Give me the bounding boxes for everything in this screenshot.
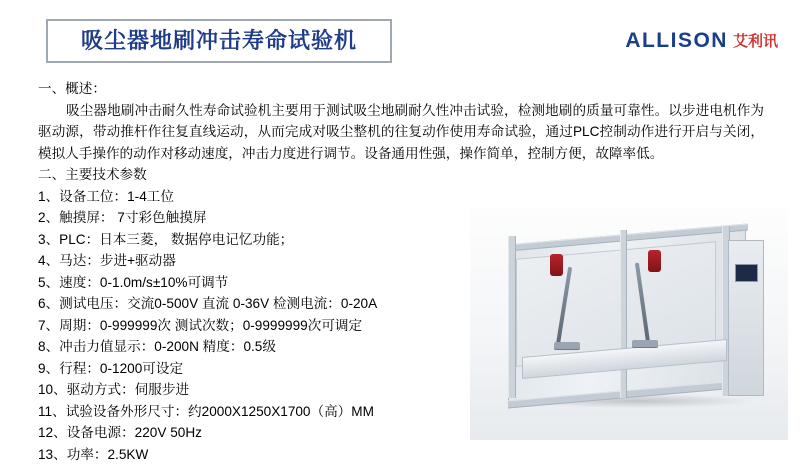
- frame-post-left: [508, 236, 516, 398]
- section-heading-specs: 二、主要技术参数: [38, 164, 768, 186]
- list-item: 13、功率：2.5KW: [38, 444, 508, 465]
- machine-photo: [470, 208, 788, 440]
- vacuum-floor-head-2: [632, 340, 658, 347]
- list-item: 2、触摸屏： 7寸彩色触摸屏: [38, 207, 508, 229]
- list-item: 6、测试电压：交流0-500V 直流 0-36V 检测电流：0-20A: [38, 293, 508, 315]
- frame-post-middle: [620, 230, 627, 398]
- logo-latin-text: ALLISON: [625, 30, 728, 51]
- touch-screen: [735, 264, 758, 282]
- list-item: 5、速度：0-1.0m/s±10%可调节: [38, 272, 508, 294]
- list-item: 11、试验设备外形尺寸：约2000X1250X1700（高）MM: [38, 401, 508, 423]
- list-item: 7、周期：0-999999次 测试次数；0-9999999次可调定: [38, 315, 508, 337]
- section-heading-overview: 一、概述：: [38, 78, 768, 100]
- logo-chinese-text: 艾利讯: [733, 34, 778, 49]
- list-item: 4、马达：步进+驱动器: [38, 250, 508, 272]
- list-item: 10、驱动方式：伺服步进: [38, 379, 508, 401]
- vacuum-body-1: [550, 254, 563, 276]
- vacuum-body-2: [648, 250, 661, 272]
- list-item: 8、冲击力值显示：0-200N 精度：0.5级: [38, 336, 508, 358]
- list-item: 9、行程：0-1200可设定: [38, 358, 508, 380]
- list-item: 3、PLC：日本三菱， 数据停电记忆功能；: [38, 229, 508, 251]
- spec-list: [38, 186, 508, 465]
- page-title-box: [46, 19, 392, 63]
- list-item: 1、设备工位：1-4工位: [38, 186, 508, 208]
- brand-logo: [625, 30, 778, 51]
- page-title: 吸尘器地刷冲击寿命试验机: [81, 30, 357, 52]
- overview-paragraph: 吸尘器地刷冲击耐久性寿命试验机主要用于测试吸尘地刷耐久性冲击试验，检测地刷的质量可靠性。以步进电机作为驱动源，带动推杆作往复直线运动，从而完成对吸尘整机的往复动作使用寿命试验，通过PLC控制动作进行开启与关闭，模拟人手操作的动作对移动速度，冲击力度进行调节。设备通用性强，操作简单，控制方便，故障率低。: [38, 100, 764, 165]
- list-item: 12、设备电源：220V 50Hz: [38, 422, 508, 444]
- vacuum-floor-head-1: [554, 342, 580, 349]
